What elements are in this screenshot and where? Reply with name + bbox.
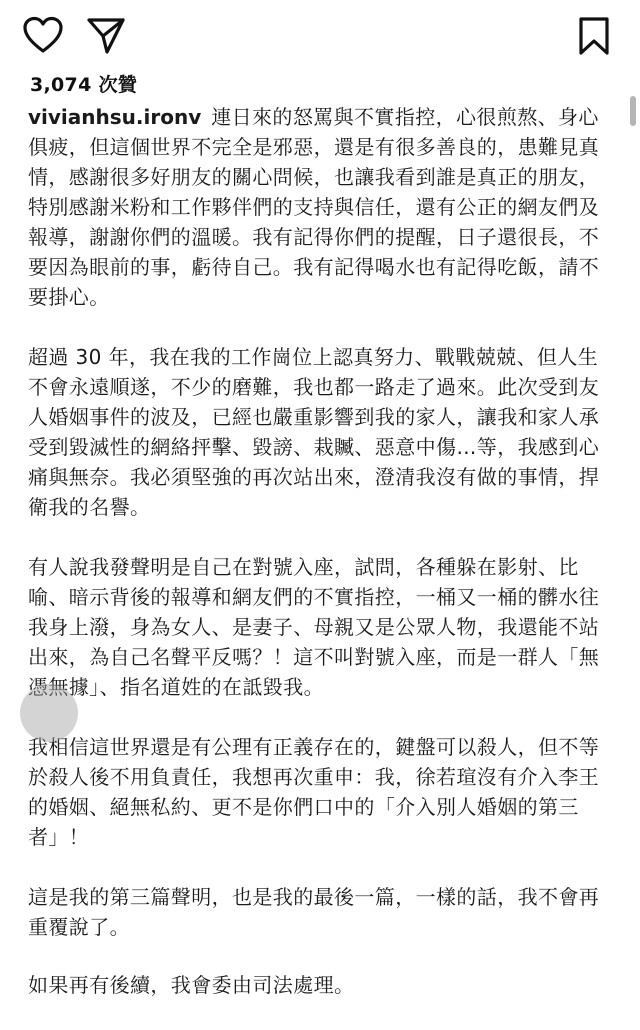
caption-paragraph: 超過 30 年，我在我的工作崗位上認真努力、戰戰兢兢、但人生不會永遠順遂，不少的磨難，我也都一路走了過來。此次受到友人婚姻事件的波及，已經也嚴重影響到我的家人，讓我和家人承受到毀滅性的網絡抨擊、毀謗、栽贓、惡意中傷…等，我感到心痛與無奈。我必須堅強的再次站出來，澄清我沒有做的事情，捍衛我的名譽。: [28, 345, 600, 519]
paper-plane-icon[interactable]: [86, 16, 126, 56]
caption-username[interactable]: vivianhsu.ironv: [28, 105, 202, 129]
caption-paragraph: 這是我的第三篇聲明，也是我的最後一篇，一樣的話，我不會再重覆說了。: [28, 885, 600, 939]
caption-paragraph: 如果再有後續，我會委由司法處理。: [28, 973, 355, 997]
caption-text: 連日來的怒罵與不實指控，心很煎熬、身心俱疲，但這個世界不完全是邪惡，還是有很多善良的，患難見真情，感謝很多好朋友的關心問候，也讓我看到誰是真正的朋友，特別感謝米粉和工作夥伴們的支持與信任，還有公正的網友們及報導，謝謝你們的溫暖。我有記得你們的提醒，日子還很長，不要因為眼前的事，虧待自己。我有記得喝水也有記得吃飯，請不要掛心。: [28, 105, 600, 309]
floating-touch-button[interactable]: [20, 684, 78, 742]
like-count[interactable]: 3,074 次贊: [30, 74, 138, 96]
scrollbar[interactable]: [630, 96, 636, 126]
bookmark-icon[interactable]: [578, 16, 610, 56]
caption-paragraph: [28, 102, 618, 312]
caption-paragraph: 有人說我發聲明是自己在對號入座，試問，各種躲在影射、比喻、暗示背後的報導和網友們的不實指控，一桶又一桶的髒水往我身上潑，身為女人、是妻子、母親又是公眾人物，我還能不站出來，為自己名聲平反嗎？！這不叫對號入座，而是一群人「無憑無據」、指名道姓的在詆毀我。: [28, 555, 600, 699]
caption-paragraph: 我相信這世界還是有公理有正義存在的，鍵盤可以殺人，但不等於殺人後不用負責任，我想再次重申：我，徐若瑄沒有介入李王的婚姻、絕無私約、更不是你們口中的「介入別人婚姻的第三者」！: [28, 735, 600, 849]
heart-icon[interactable]: [22, 16, 64, 54]
post-caption: [28, 102, 618, 1030]
